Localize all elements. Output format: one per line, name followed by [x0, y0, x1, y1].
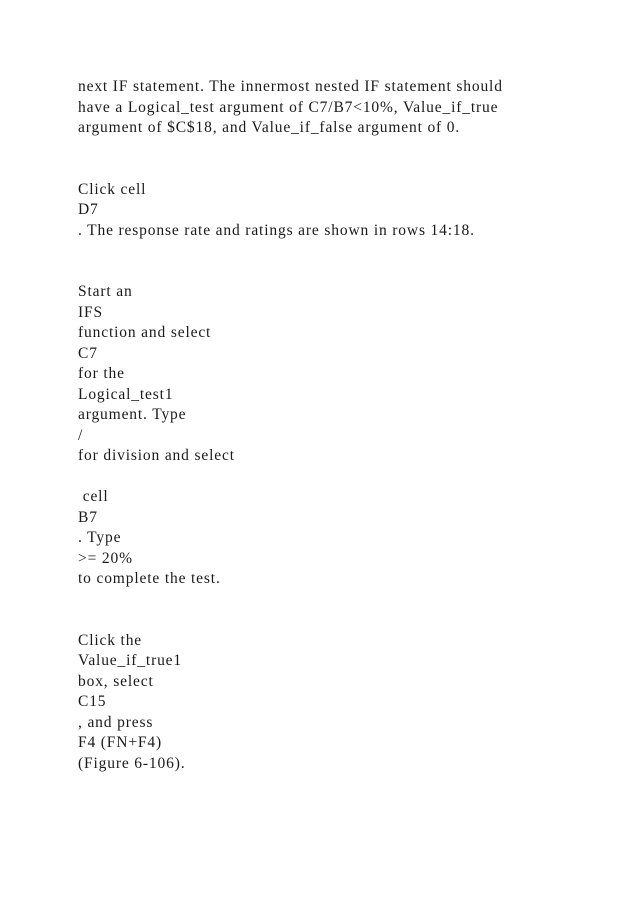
- text-line: for division and select: [78, 447, 235, 464]
- text-line: argument. Type: [78, 406, 187, 423]
- paragraph-gap: [78, 241, 618, 282]
- text-line: C15: [78, 693, 107, 710]
- text-line: /: [78, 426, 84, 444]
- text-line: >= 20%: [78, 549, 133, 567]
- paragraph-nested-if: [78, 77, 618, 139]
- text-line: cell: [78, 488, 109, 505]
- text-line: Start an: [78, 283, 133, 300]
- text-line: for the: [78, 365, 125, 382]
- text-line: next IF statement. The innermost nested IF statement should: [78, 78, 503, 95]
- text-line: C7: [78, 344, 98, 362]
- text-line: Click cell: [78, 180, 147, 198]
- text-line: IFS: [78, 303, 103, 321]
- text-line: [78, 467, 618, 488]
- text-line: have a Logical_test argument of C7/B7<10%, Value_if_true: [78, 98, 499, 116]
- paragraph-start-ifs: [78, 282, 618, 590]
- text-line: box, select: [78, 672, 154, 690]
- text-line: argument of $C$18, and Value_if_false argument of 0.: [78, 119, 461, 136]
- text-line: function and select: [78, 324, 212, 341]
- text-line: to complete the test.: [78, 570, 221, 587]
- document-page: [78, 77, 618, 774]
- text-line: (Figure 6-106).: [78, 754, 186, 772]
- text-line: Click the: [78, 631, 143, 649]
- text-line: , and press: [78, 713, 154, 731]
- paragraph-gap: [78, 590, 618, 631]
- text-line: D7: [78, 201, 99, 218]
- text-line: . The response rate and ratings are shown in rows 14:18.: [78, 221, 475, 239]
- text-line: F4 (FN+F4): [78, 734, 162, 751]
- paragraph-gap: [78, 139, 618, 180]
- text-line: B7: [78, 508, 98, 526]
- paragraph-click-cell: [78, 180, 618, 242]
- text-line: Logical_test1: [78, 385, 174, 403]
- text-line: . Type: [78, 529, 122, 546]
- text-line: Value_if_true1: [78, 652, 183, 669]
- paragraph-value-if-true: [78, 631, 618, 775]
